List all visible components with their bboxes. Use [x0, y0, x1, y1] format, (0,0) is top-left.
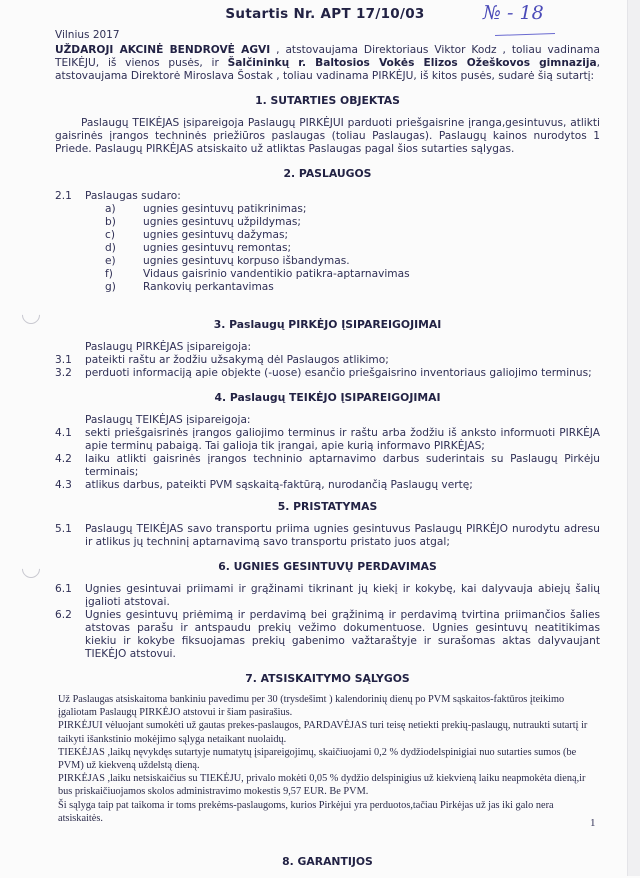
scan-edge: [627, 0, 640, 876]
clause-number: 6.1: [55, 583, 72, 595]
section-lead: Paslaugų PIRKĖJAS įsipareigoja:: [85, 341, 252, 353]
clause: [55, 479, 600, 492]
section-1-text: Paslaugų TEIKĖJAS įsipareigoja Paslaugų PIRKĖJUI parduoti priešgaisrine įranga,gesintuvus, atlikti gaisrinės įrangos techninės priežiūros paslaugas (toliau Paslaugas). Paslaugų kainos nurodytos 1 Priede. Paslaugų PIRKĖJAS atsiskaito už atliktas Paslaugas pagal šios sutarties sąlygas.: [55, 117, 600, 155]
section-heading: 4. Paslaugų TEIKĖJO ĮSIPAREIGOJIMAI: [214, 391, 441, 404]
section-heading: 5. PRISTATYMAS: [277, 500, 378, 513]
clause-text: Ugnies gesintuvų priėmimą ir perdavimą bei grąžinimą ir perdavimą tvirtina priimančios šalies atstovas parašu ir antspaudu prekių vežimo dokumentuose. Ugnies gesintuvų neatitikimas kiekiu ir kokybe fiksuojamas prekių gabenimo važtaraštyje ir surašomas aktas dalyvaujant TIEKĖJO atstovui.: [85, 609, 600, 660]
punch-hole: [18, 556, 43, 581]
section-heading: 6. UGNIES GESINTUVŲ PERDAVIMAS: [218, 560, 437, 573]
intro-text: , atstovaujama Direktorė Miroslava Šostak , toliau vadinama PIRKĖJU, iš kitos pusės, sudarė šią sutartį:: [55, 57, 600, 82]
clause: [55, 453, 600, 479]
payment-paragraph: Ši sąlyga taip pat taikoma ir toms prekėms-paslaugoms, kurios Pirkėjui yra perduotos,tačiau Pirkėjas už jas iki galo nera atsiskaitės.: [58, 799, 554, 824]
payment-paragraph: TIEKĖJAS ,laikų nęvykdęs sutartyje numatytų įsipareigojimų, skaičiuojami 0,2 % dydžiodelspinigiai nuo sutarties sumos (be PVM) už kiekveną uždelstą dieną.: [58, 746, 577, 772]
handwritten-underline: [495, 33, 555, 36]
clause-text: Paslaugų TEIKĖJAS savo transportu priima ugnies gesintuvus Paslaugų PIRKĖJO nurodytu adresu ir atlikus jų techninį aptarnavimą savo transportu pristato juos atgal;: [85, 523, 600, 548]
clause-number: 4.3: [55, 479, 72, 491]
item-text: ugnies gesintuvų remontas;: [143, 242, 292, 254]
handwritten-number: № - 18: [483, 2, 544, 24]
item-text: Rankovių perkantavimas: [143, 281, 274, 293]
payment-paragraph: PIRKĖJAS ,laiku netsiskaičius su TIEKĖJU, privalo mokėti 0,05 % dydžio delspinigius už kiekvieną laiku neapmokėta dieną,ir bus priskaičiuojamos skolos administravimo mokestis 9,57 EUR. Be PVM.: [58, 773, 586, 798]
section-heading: 3. Paslaugų PIRKĖJO ĮSIPAREIGOJIMAI: [213, 318, 442, 331]
clause-number: 4.1: [55, 427, 72, 439]
item-text: ugnies gesintuvų korpuso išbandymas.: [143, 255, 350, 267]
item-letter: e): [105, 255, 116, 267]
intro-text: , atstovaujama Direktoriaus Viktor Kodz , toliau vadinama TEIKĖJU, iš vienos pusės, ir: [55, 44, 600, 69]
clause: [55, 427, 600, 453]
clause-number: 2.1: [55, 190, 72, 202]
item-text: ugnies gesintuvų užpildymas;: [143, 216, 301, 228]
contract-body: [55, 44, 600, 878]
item-letter: c): [105, 229, 115, 241]
list-item: [55, 229, 600, 242]
clause-text: sekti priešgaisrinės įrangos galiojimo terminus ir raštu arba žodžiu iš anksto informuoti PIRKĖJA apie terminų pabaigą. Tai galioja tik įrangai, apie kurią informavo PIRKĖJAS;: [85, 427, 600, 452]
section-heading: 2. PASLAUGOS: [283, 167, 372, 180]
clause: [55, 609, 600, 661]
clause-text: atlikus darbus, pateikti PVM sąskaitą-faktūrą, nurodančią Paslaugų vertę;: [85, 479, 473, 491]
item-letter: d): [105, 242, 116, 254]
city-year: Vilnius 2017: [55, 29, 120, 41]
clause-text: laiku atlikti gaisrinės įrangos techninio aptarnavimo darbus suderintais su Paslaugų Pirkėju terminais;: [85, 453, 600, 478]
item-letter: f): [105, 268, 113, 280]
list-item: [55, 242, 600, 255]
document-title: Sutartis Nr. APT 17/10/03: [225, 6, 425, 22]
clause-number: 5.1: [55, 523, 72, 535]
section-heading: 1. SUTARTIES OBJEKTAS: [255, 94, 400, 107]
payment-paragraph: PIRKĖJUI vėluojant sumokėti už gautas prekes-paslaugos, PARDAVĖJAS turi teisę netiekti prekių-paslaugų, nutraukti sutartį ir taikyti išankstinio mokėjimo sąlyga netaikant nuolaidų.: [58, 720, 588, 745]
list-item: [55, 255, 600, 268]
clause: [55, 354, 600, 367]
clause-number: 4.2: [55, 453, 72, 465]
list-item: [55, 281, 600, 294]
item-letter: g): [105, 281, 116, 293]
item-text: ugnies gesintuvų dažymas;: [143, 229, 289, 241]
clause: [55, 190, 600, 203]
item-text: ugnies gesintuvų patikrinimas;: [143, 203, 307, 215]
clause: [55, 523, 600, 549]
clause-text: perduoti informaciją apie objekte (-uose) esančio priešgaisrino inventoriaus galiojimo terminus;: [85, 367, 592, 379]
section-heading: 7. ATSISKAITYMO SĄLYGOS: [245, 672, 410, 685]
intro-paragraph: [55, 44, 600, 83]
section-lead: Paslaugų TEIKĖJAS įsipareigoja:: [85, 414, 251, 426]
list-item: [55, 203, 600, 216]
clause-text: Paslaugas sudaro:: [85, 190, 181, 202]
page-number: 1: [590, 817, 596, 829]
item-letter: a): [105, 203, 116, 215]
clause: [55, 583, 600, 609]
item-text: Vidaus gaisrinio vandentikio patikra-aptarnavimas: [143, 268, 410, 280]
party-buyer: Šalčininkų r. Baltosios Vokės Elizos Ožeškovos gimnazija: [227, 57, 597, 69]
clause-number: 3.2: [55, 367, 72, 379]
clause-number: 6.2: [55, 609, 72, 621]
clause-text: pateikti raštu ar žodžiu užsakymą dėl Paslaugos atlikimo;: [85, 354, 389, 366]
item-letter: b): [105, 216, 116, 228]
clause-text: Ugnies gesintuvai priimami ir grąžinami tikrinant jų kiekį ir kokybę, kai dalyvauja abiejų šalių įgalioti atstovai.: [85, 583, 600, 608]
payment-paragraph: Už Paslaugas atsiskaitoma bankiniu pavedimu per 30 (trysdešimt ) kalendorinių dienų po PVM sąskaitos-faktūros įteikimo įgaliotam Paslaugų PIRKĖJO atstovui ir šiam pasirašius.: [58, 694, 565, 719]
clause: [55, 367, 600, 380]
section-heading: 8. GARANTIJOS: [282, 855, 373, 869]
clause-number: 3.1: [55, 354, 72, 366]
punch-hole: [18, 302, 43, 327]
party-provider: UŽDAROJI AKCINĖ BENDROVĖ AGVI: [55, 44, 271, 56]
list-item: [55, 268, 600, 281]
list-item: [55, 216, 600, 229]
